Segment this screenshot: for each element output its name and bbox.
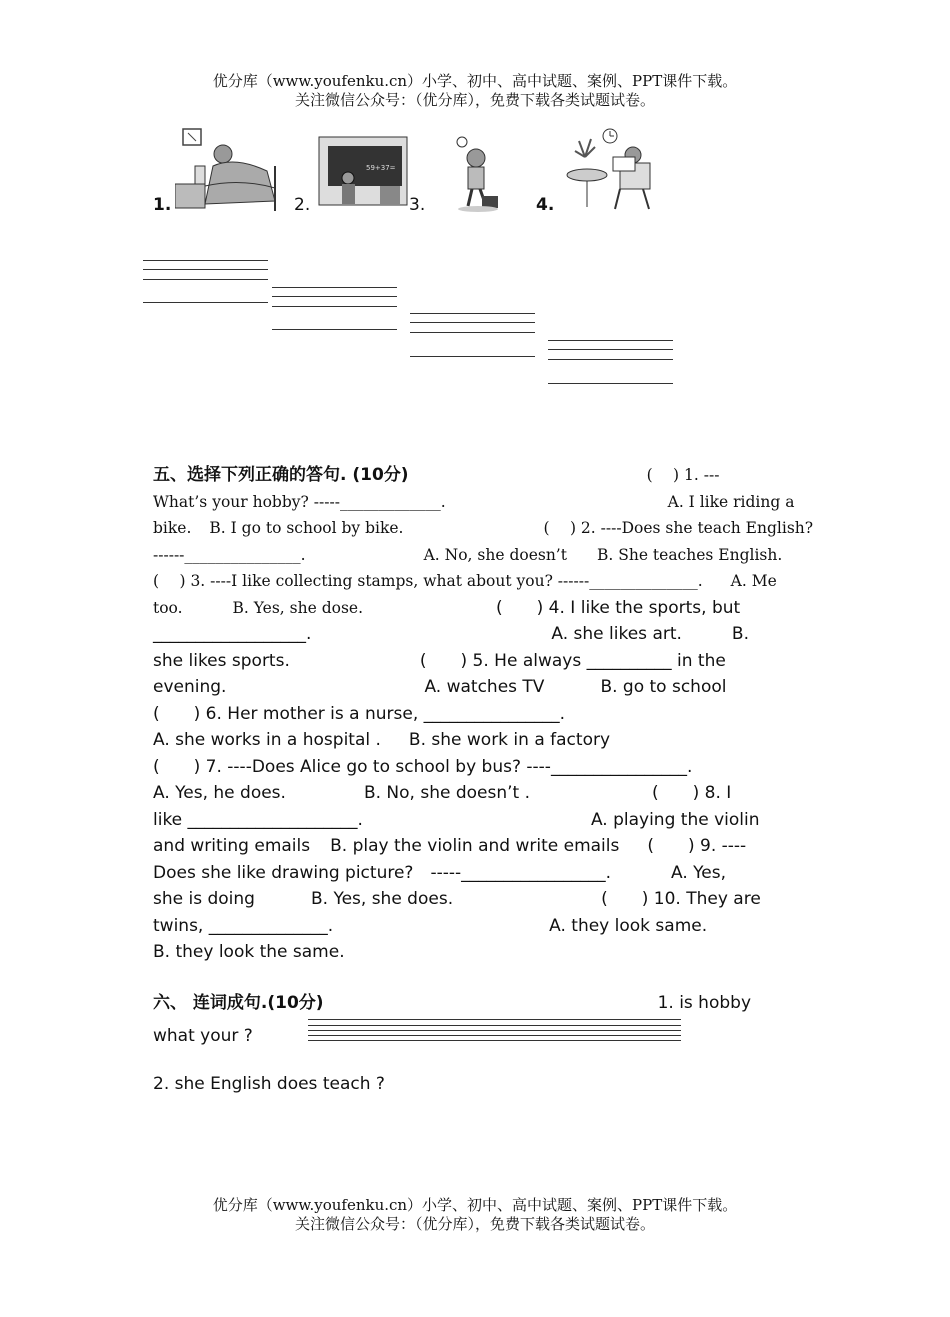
question-5-5-option-a[interactable]: A. watches TV [424, 677, 545, 697]
question-5-1-bracket[interactable]: ( ) 1. --- [646, 466, 720, 484]
question-6-2-row [153, 1071, 798, 1097]
question-6-1-words-cont: what your ? [153, 1026, 253, 1046]
question-6-2-words: 2. she English does teach ? [153, 1074, 385, 1094]
question-5-9: ( ) 9. ---- [647, 836, 747, 856]
picture-number-3: 3. [409, 195, 426, 215]
question-5-3: ( ) 3. ----I like collecting stamps, what about you? ------______________. [153, 572, 703, 590]
question-5-8-blank[interactable]: like ____________________. [153, 809, 363, 830]
picture-number-2: 2. [294, 195, 311, 215]
question-5-6: ( ) 6. Her mother is a nurse, ________________. [153, 703, 566, 724]
question-5-10-option-a[interactable]: A. they look same. [549, 915, 708, 936]
question-5-7: ( ) 7. ----Does Alice go to school by bus? ----________________. [153, 756, 693, 777]
question-6-1-cont-row [153, 1023, 798, 1049]
question-5-7-option-a[interactable]: A. Yes, he does. [153, 783, 286, 803]
page-header-line2: 关注微信公众号：（优分库），免费下载各类试题试卷。 [294, 91, 655, 109]
question-5-4-blank[interactable]: __________________. [153, 624, 312, 644]
question-5-8: ( ) 8. I [652, 783, 732, 803]
question-5-10-option-b[interactable]: B. they look the same. [153, 942, 345, 962]
question-5-10-blank[interactable]: twins, ______________. [153, 915, 334, 936]
question-5-4-option-a[interactable]: A. she likes art. [551, 624, 682, 644]
question-5-6-option-a[interactable]: A. she works in a hospital . [153, 730, 381, 750]
question-5-5-cont: evening. [153, 677, 227, 697]
question-5-3-option-a-cont: too. [153, 598, 183, 617]
question-5-2-blank[interactable]: ------_______________. [153, 545, 306, 564]
question-5-1-option-b[interactable]: B. I go to school by bike. [209, 519, 404, 537]
question-5-9-option-b[interactable]: B. Yes, she does. [310, 889, 454, 909]
page-footer-line1: 优分库（www.youfenku.cn）小学、初中、高中试题、案例、PPT课件下载。 [212, 1196, 738, 1214]
section-5 [153, 462, 814, 966]
picture-number-1: 1. [153, 195, 172, 215]
question-5-9-option-a-cont: she is doing [153, 889, 255, 909]
section-6 [153, 990, 798, 1016]
question-5-2-option-a[interactable]: A. No, she doesn’t [423, 545, 567, 564]
page-header-line1: 优分库（www.youfenku.cn）小学、初中、高中试题、案例、PPT课件下载。 [212, 72, 738, 90]
section-6-title: 六、 连词成句.(10分) [153, 993, 324, 1013]
question-5-2-option-b[interactable]: B. She teaches English. [596, 545, 783, 564]
question-5-3-option-b[interactable]: B. Yes, she dose. [232, 598, 364, 617]
question-5-1-option-a-cont: bike. [153, 519, 192, 537]
question-5-3-option-a[interactable]: A. Me [730, 572, 777, 590]
picture-child-walking [448, 134, 503, 212]
question-6-1-words: 1. is hobby [657, 993, 752, 1013]
question-5-4-option-b[interactable]: B. [731, 624, 749, 644]
question-5-4: ( ) 4. I like the sports, but [496, 597, 741, 618]
question-5-7-option-b[interactable]: B. No, she doesn’t . [363, 783, 530, 803]
question-5-4-option-b-cont: she likes sports. [153, 650, 290, 671]
picture-teacher-blackboard [318, 136, 408, 206]
question-5-2: ( ) 2. ----Does she teach English? [543, 519, 814, 537]
picture-woman-reading [565, 127, 657, 213]
question-5-9-option-a[interactable]: A. Yes, [671, 862, 727, 883]
picture-number-4: 4. [536, 195, 555, 215]
question-5-8-option-a-cont: and writing emails [153, 836, 311, 856]
question-5-6-option-b[interactable]: B. she work in a factory [408, 730, 611, 750]
question-5-1-text: What’s your hobby? -----_____________. [153, 492, 446, 511]
question-5-8-option-a[interactable]: A. playing the violin [590, 809, 760, 830]
question-5-5-option-b[interactable]: B. go to school [600, 677, 727, 697]
question-5-1-option-a[interactable]: A. I like riding a [667, 492, 795, 511]
question-5-9-text[interactable]: Does she like drawing picture? -----_________________. [153, 862, 612, 883]
picture-sick-in-bed [175, 126, 285, 214]
page-footer-line2: 关注微信公众号：（优分库），免费下载各类试题试卷。 [294, 1215, 655, 1233]
question-5-10: ( ) 10. They are [601, 889, 761, 909]
question-5-8-option-b[interactable]: B. play the violin and write emails [330, 836, 620, 856]
section-5-title: 五、选择下列正确的答句. (10分) [153, 465, 409, 485]
question-5-5: ( ) 5. He always __________ in the [419, 650, 726, 671]
svg-text:59+37=: 59+37= [366, 164, 396, 172]
